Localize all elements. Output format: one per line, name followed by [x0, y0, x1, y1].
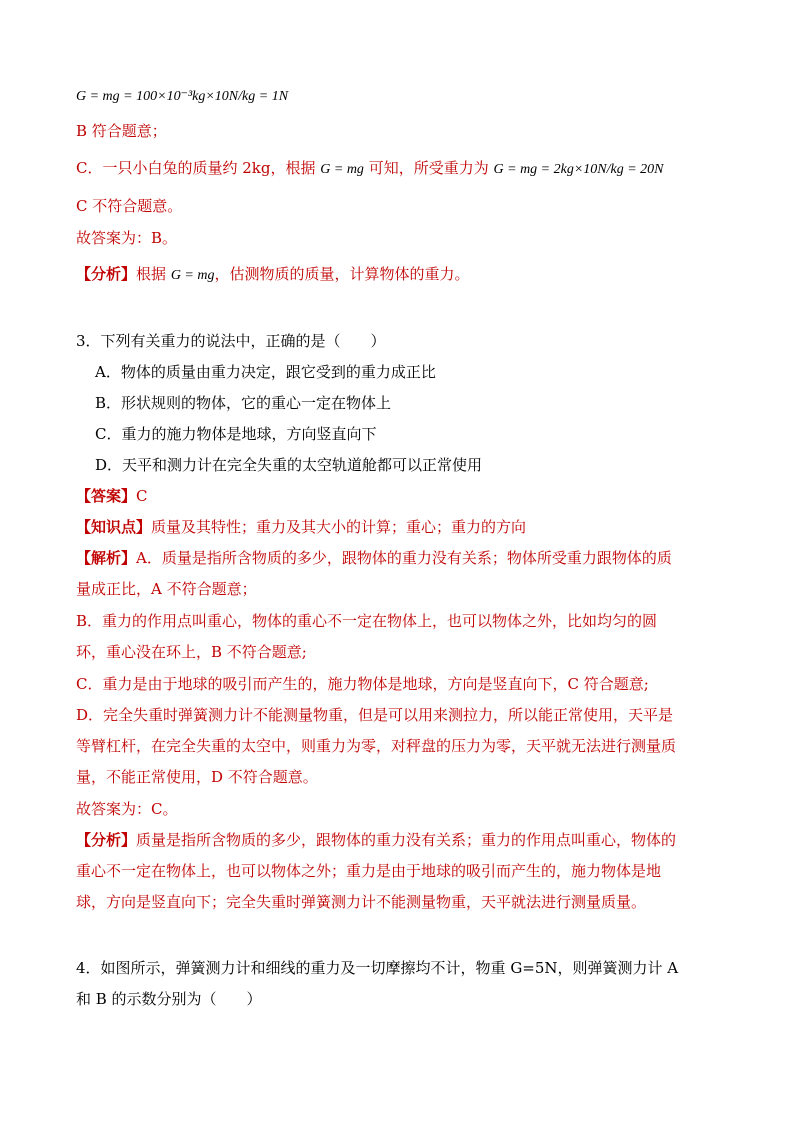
knowledge-text: 质量及其特性；重力及其大小的计算；重心；重力的方向 — [151, 518, 527, 536]
analysis-line: 量成正比，A 不符合题意； — [76, 580, 257, 598]
summary-line: 重心不一定在物体上，也可以物体之外；重力是由于地球的吸引而产生的，施力物体是地 — [76, 862, 662, 880]
summary-text: 质量是指所含物质的多少，跟物体的重力没有关系；重力的作用点叫重心，物体的 — [136, 831, 677, 849]
text-span: C．一只小白兔的质量约 2kg，根据 — [76, 159, 316, 177]
knowledge-line — [76, 517, 736, 537]
answer-value: C — [136, 487, 148, 505]
option-c: C．重力的施力物体是地球，方向竖直向下 — [95, 425, 377, 443]
analysis-line: 量，不能正常使用，D 不符合题意。 — [76, 768, 318, 786]
question-stem: 4．如图所示，弹簧测力计和细线的重力及一切摩擦均不计，物重 G=5N，则弹簧测力计 A — [76, 959, 679, 977]
formula-span: G = mg — [320, 162, 364, 177]
formula-span: G = mg = 2kg×10N/kg = 20N — [493, 162, 664, 177]
formula-line: G = mg = 100×10⁻³kg×10N/kg = 1N — [76, 89, 289, 104]
section-tag: 【知识点】 — [76, 518, 152, 536]
text-span: 根据 — [136, 265, 167, 283]
analysis-line: D．完全失重时弹簧测力计不能测量物重，但是可以用来测拉力，所以能正常使用，天平是 — [76, 706, 674, 724]
option-d: D．天平和测力计在完全失重的太空轨道舱都可以正常使用 — [95, 456, 483, 474]
summary-line — [76, 830, 736, 850]
text-line: 故答案为：B。 — [76, 229, 178, 247]
option-a: A．物体的质量由重力决定，跟它受到的重力成正比 — [95, 363, 436, 381]
summary-line: 球，方向是竖直向下；完全失重时弹簧测力计不能测量物重，天平就法进行测量质量。 — [76, 893, 647, 911]
text-span: ，估测物质的质量，计算物体的重力。 — [214, 265, 470, 283]
analysis-line — [76, 548, 736, 568]
analysis-line: 等臂杠杆，在完全失重的太空中，则重力为零，对秤盘的压力为零，天平就无法进行测量质 — [76, 737, 677, 755]
analysis-text: A．质量是指所含物质的多少，跟物体的重力没有关系；物体所受重力跟物体的质 — [136, 549, 672, 567]
section-tag: 【分析】 — [76, 831, 137, 849]
section-tag: 【解析】 — [76, 549, 137, 567]
answer-line — [76, 486, 736, 506]
section-tag: 【答案】 — [76, 487, 137, 505]
text-span: 可知，所受重力为 — [368, 159, 489, 177]
analysis-line: B．重力的作用点叫重心，物体的重心不一定在物体上，也可以物体之外，比如均匀的圆 — [76, 612, 658, 630]
question-stem: 和 B 的示数分别为（ ） — [76, 990, 262, 1008]
analysis-line: 故答案为：C。 — [76, 800, 178, 818]
text-line — [76, 158, 736, 180]
option-b: B．形状规则的物体，它的重心一定在物体上 — [95, 394, 392, 412]
section-tag: 【分析】 — [76, 265, 137, 283]
formula-span: G = mg — [170, 268, 215, 283]
text-line: B 符合题意； — [76, 122, 167, 140]
text-line: C 不符合题意。 — [76, 197, 183, 215]
text-line — [76, 264, 736, 286]
question-stem: 3．下列有关重力的说法中，正确的是（ ） — [76, 332, 386, 350]
analysis-line: C．重力是由于地球的吸引而产生的，施力物体是地球，方向是竖直向下，C 符合题意; — [76, 675, 649, 693]
analysis-line: 环，重心没在环上，B 不符合题意; — [76, 643, 307, 661]
